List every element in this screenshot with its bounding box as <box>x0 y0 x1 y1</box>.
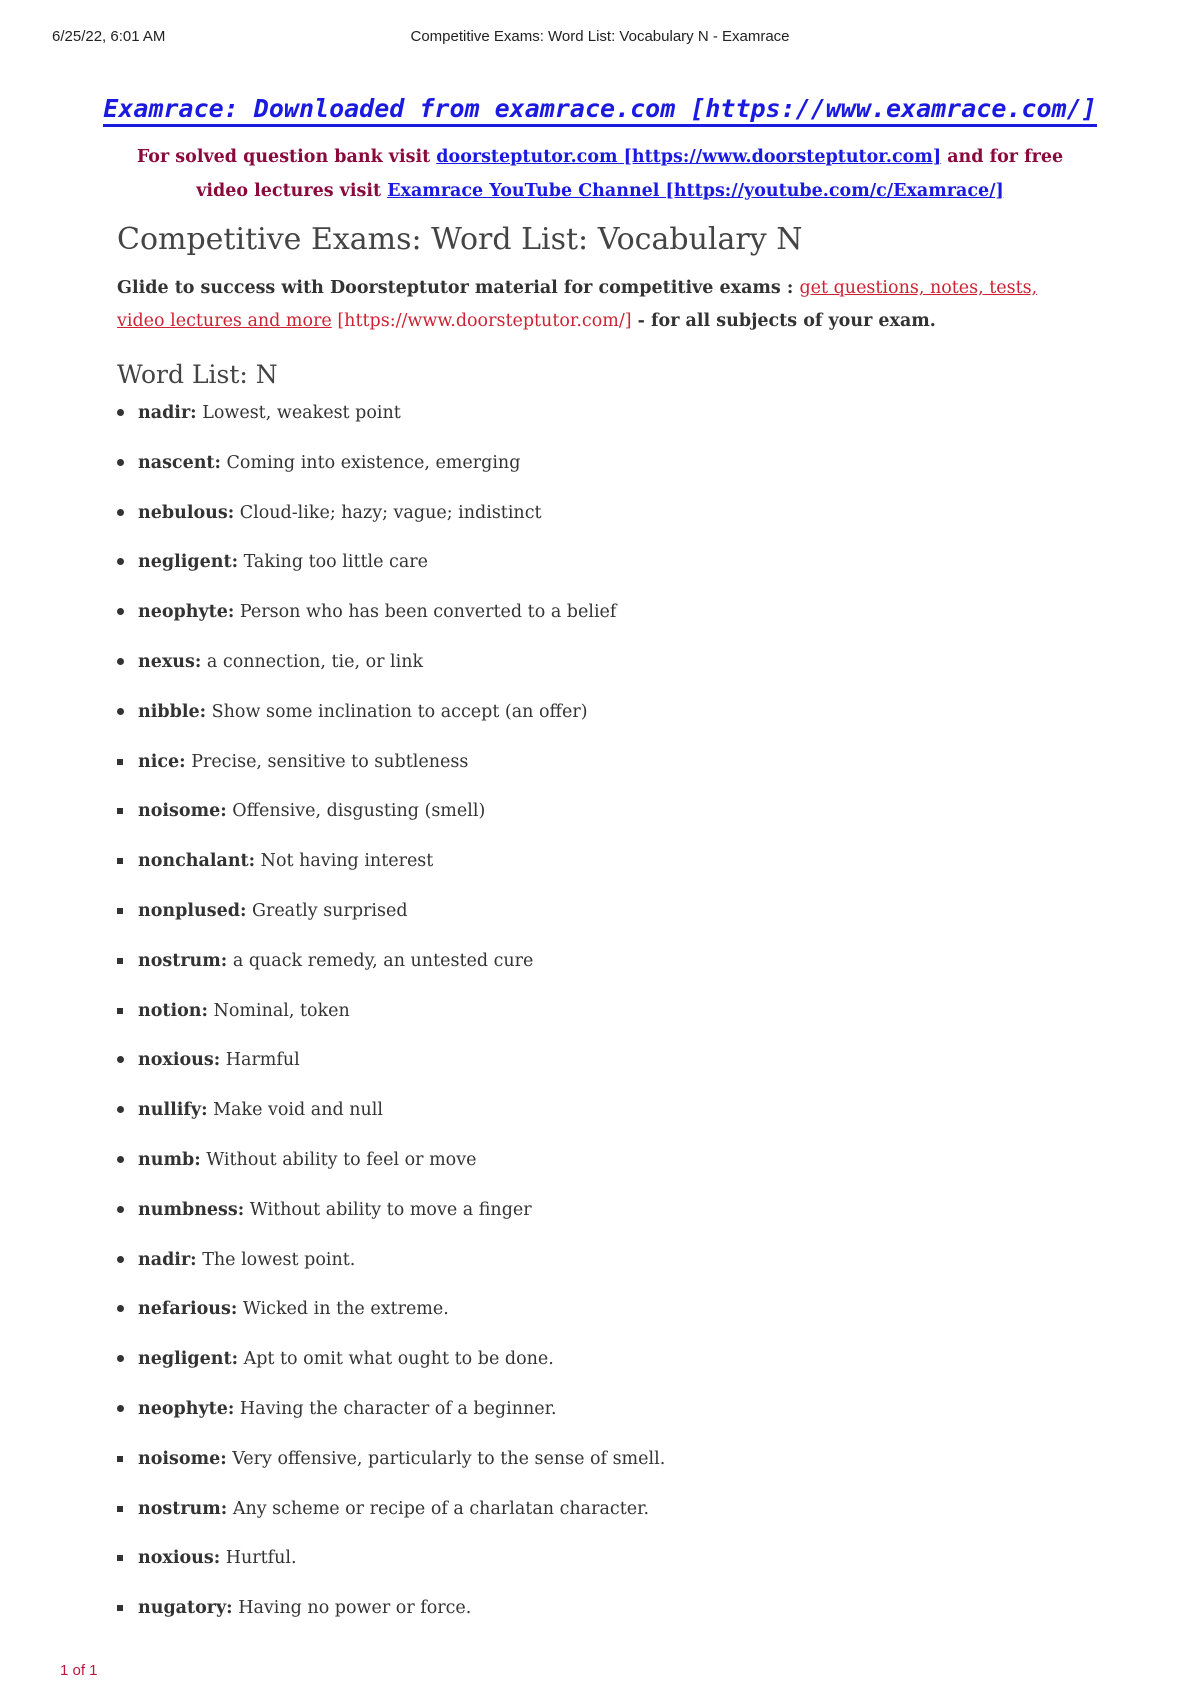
word-definition: The lowest point. <box>196 1249 356 1270</box>
disc-bullet-icon <box>117 658 124 665</box>
word-list-item <box>117 1099 665 1149</box>
word-term: numb: <box>138 1149 201 1170</box>
word-term: nullify: <box>138 1100 208 1121</box>
word-definition: Coming into existence, emerging <box>220 452 521 473</box>
word-definition: Having no power or force. <box>232 1598 472 1619</box>
doorsteptutor-link[interactable]: doorsteptutor.com [https://www.doorsteptutor.com] <box>436 147 942 167</box>
word-definition: Wicked in the extreme. <box>237 1299 449 1320</box>
materials-link[interactable]: get questions, notes, tests, video lectures and more <box>117 278 1038 331</box>
promo-mid: and for free video lectures visit <box>196 147 1064 201</box>
word-list-item <box>117 1597 665 1647</box>
word-term: nonchalant: <box>138 851 256 872</box>
word-definition: Lowest, weakest point <box>196 403 401 423</box>
word-term: neophyte: <box>138 602 235 623</box>
promo-text <box>110 140 1090 208</box>
word-list-item <box>117 1547 665 1597</box>
disc-bullet-icon <box>117 1256 124 1263</box>
disc-bullet-icon <box>117 558 124 565</box>
word-list-item <box>117 1398 665 1448</box>
word-definition: a quack remedy, an untested cure <box>227 950 534 971</box>
word-list-item <box>117 1348 665 1398</box>
word-list-item <box>117 502 665 552</box>
word-term: nefarious: <box>138 1299 238 1320</box>
word-list-item <box>117 1298 665 1348</box>
word-definition: Nominal, token <box>207 1000 350 1021</box>
word-term: noxious: <box>138 1548 221 1569</box>
word-term: nostrum: <box>138 950 228 971</box>
word-definition: Harmful <box>220 1050 300 1071</box>
word-term: negligent: <box>138 1349 239 1370</box>
print-header <box>52 28 1148 48</box>
page-title: Competitive Exams: Word List: Vocabulary N <box>117 222 803 257</box>
square-bullet-icon <box>117 1456 123 1462</box>
word-list-item <box>117 1199 665 1249</box>
word-list-item <box>117 601 665 651</box>
banner-link[interactable]: Examrace: Downloaded from examrace.com [https://www.examrace.com/] <box>103 94 1096 127</box>
word-definition: Make void and null <box>207 1100 383 1121</box>
word-list-item <box>117 1000 665 1050</box>
word-term: neophyte: <box>138 1398 235 1419</box>
word-list-item <box>117 800 665 850</box>
word-term: nonplused: <box>138 900 247 921</box>
word-term: nebulous: <box>138 502 235 523</box>
square-bullet-icon <box>117 958 123 964</box>
word-definition: Offensive, disgusting (smell) <box>226 801 486 822</box>
word-definition: Having the character of a beginner. <box>234 1398 557 1419</box>
word-list-item <box>117 751 665 801</box>
square-bullet-icon <box>117 858 123 864</box>
print-date: 6/25/22, 6:01 AM <box>52 28 166 45</box>
word-term: nostrum: <box>138 1498 228 1519</box>
word-list-item <box>117 1149 665 1199</box>
word-list-item <box>117 900 665 950</box>
word-term: nugatory: <box>138 1598 233 1619</box>
word-list-item <box>117 651 665 701</box>
square-bullet-icon <box>117 1555 123 1561</box>
disc-bullet-icon <box>117 708 124 715</box>
section-title: Word List: N <box>117 360 278 389</box>
disc-bullet-icon <box>117 608 124 615</box>
intro-text: Glide to success with Doorsteptutor material for competitive exams : <box>117 278 800 298</box>
word-term: nascent: <box>138 452 221 473</box>
word-term: nexus: <box>138 651 202 672</box>
word-list-item <box>117 950 665 1000</box>
word-term: nadir: <box>138 403 197 423</box>
word-definition: Without ability to feel or move <box>200 1149 477 1170</box>
word-list-item <box>117 551 665 601</box>
word-definition: Hurtful. <box>220 1548 297 1569</box>
word-term: negligent: <box>138 552 239 573</box>
word-list <box>117 402 665 1647</box>
word-definition: Any scheme or recipe of a charlatan character. <box>227 1498 650 1519</box>
examrace-banner <box>0 94 1200 123</box>
word-term: nadir: <box>138 1249 197 1270</box>
disc-bullet-icon <box>117 409 124 416</box>
disc-bullet-icon <box>117 459 124 466</box>
intro-tail: - for all subjects of your exam. <box>631 311 936 331</box>
word-definition: Person who has been converted to a belief <box>234 602 617 623</box>
word-definition: Show some inclination to accept (an offer) <box>206 701 588 722</box>
disc-bullet-icon <box>117 1156 124 1163</box>
intro-paragraph <box>117 272 1087 338</box>
word-definition: Taking too little care <box>238 552 428 573</box>
youtube-channel-link[interactable]: Examrace YouTube Channel [https://youtube.com/c/Examrace/] <box>387 181 1004 201</box>
word-definition: Precise, sensitive to subtleness <box>185 751 469 772</box>
word-definition: Very offensive, particularly to the sense of smell. <box>226 1448 666 1469</box>
print-title: Competitive Exams: Word List: Vocabulary N - Examrace <box>410 28 790 45</box>
disc-bullet-icon <box>117 1405 124 1412</box>
word-term: numbness: <box>138 1199 245 1220</box>
square-bullet-icon <box>117 808 123 814</box>
disc-bullet-icon <box>117 1355 124 1362</box>
word-list-item <box>117 1049 665 1099</box>
word-list-item <box>117 1448 665 1498</box>
word-definition: Greatly surprised <box>246 900 408 921</box>
word-term: noisome: <box>138 1448 227 1469</box>
square-bullet-icon <box>117 1605 123 1611</box>
word-definition: a connection, tie, or link <box>201 651 424 672</box>
word-term: notion: <box>138 1000 208 1021</box>
word-definition: Apt to omit what ought to be done. <box>238 1349 554 1370</box>
word-list-item <box>117 1249 665 1299</box>
word-term: noisome: <box>138 801 227 822</box>
word-list-item <box>117 1498 665 1548</box>
word-list-item <box>117 452 665 502</box>
word-definition: Without ability to move a finger <box>244 1199 532 1220</box>
word-term: nice: <box>138 751 186 772</box>
page-count: 1 of 1 <box>60 1662 98 1679</box>
word-term: noxious: <box>138 1050 221 1071</box>
promo-pre: For solved question bank visit <box>136 147 437 167</box>
word-definition: Not having interest <box>255 851 434 872</box>
word-definition: Cloud-like; hazy; vague; indistinct <box>234 502 542 523</box>
square-bullet-icon <box>117 1506 123 1512</box>
square-bullet-icon <box>117 1008 123 1014</box>
disc-bullet-icon <box>117 509 124 516</box>
materials-url[interactable]: [https://www.doorsteptutor.com/] <box>331 311 632 331</box>
word-list-item <box>117 402 665 452</box>
disc-bullet-icon <box>117 1056 124 1063</box>
word-term: nibble: <box>138 701 207 722</box>
disc-bullet-icon <box>117 1206 124 1213</box>
disc-bullet-icon <box>117 1106 124 1113</box>
square-bullet-icon <box>117 908 123 914</box>
square-bullet-icon <box>117 759 123 765</box>
word-list-item <box>117 850 665 900</box>
word-list-item <box>117 701 665 751</box>
disc-bullet-icon <box>117 1305 124 1312</box>
